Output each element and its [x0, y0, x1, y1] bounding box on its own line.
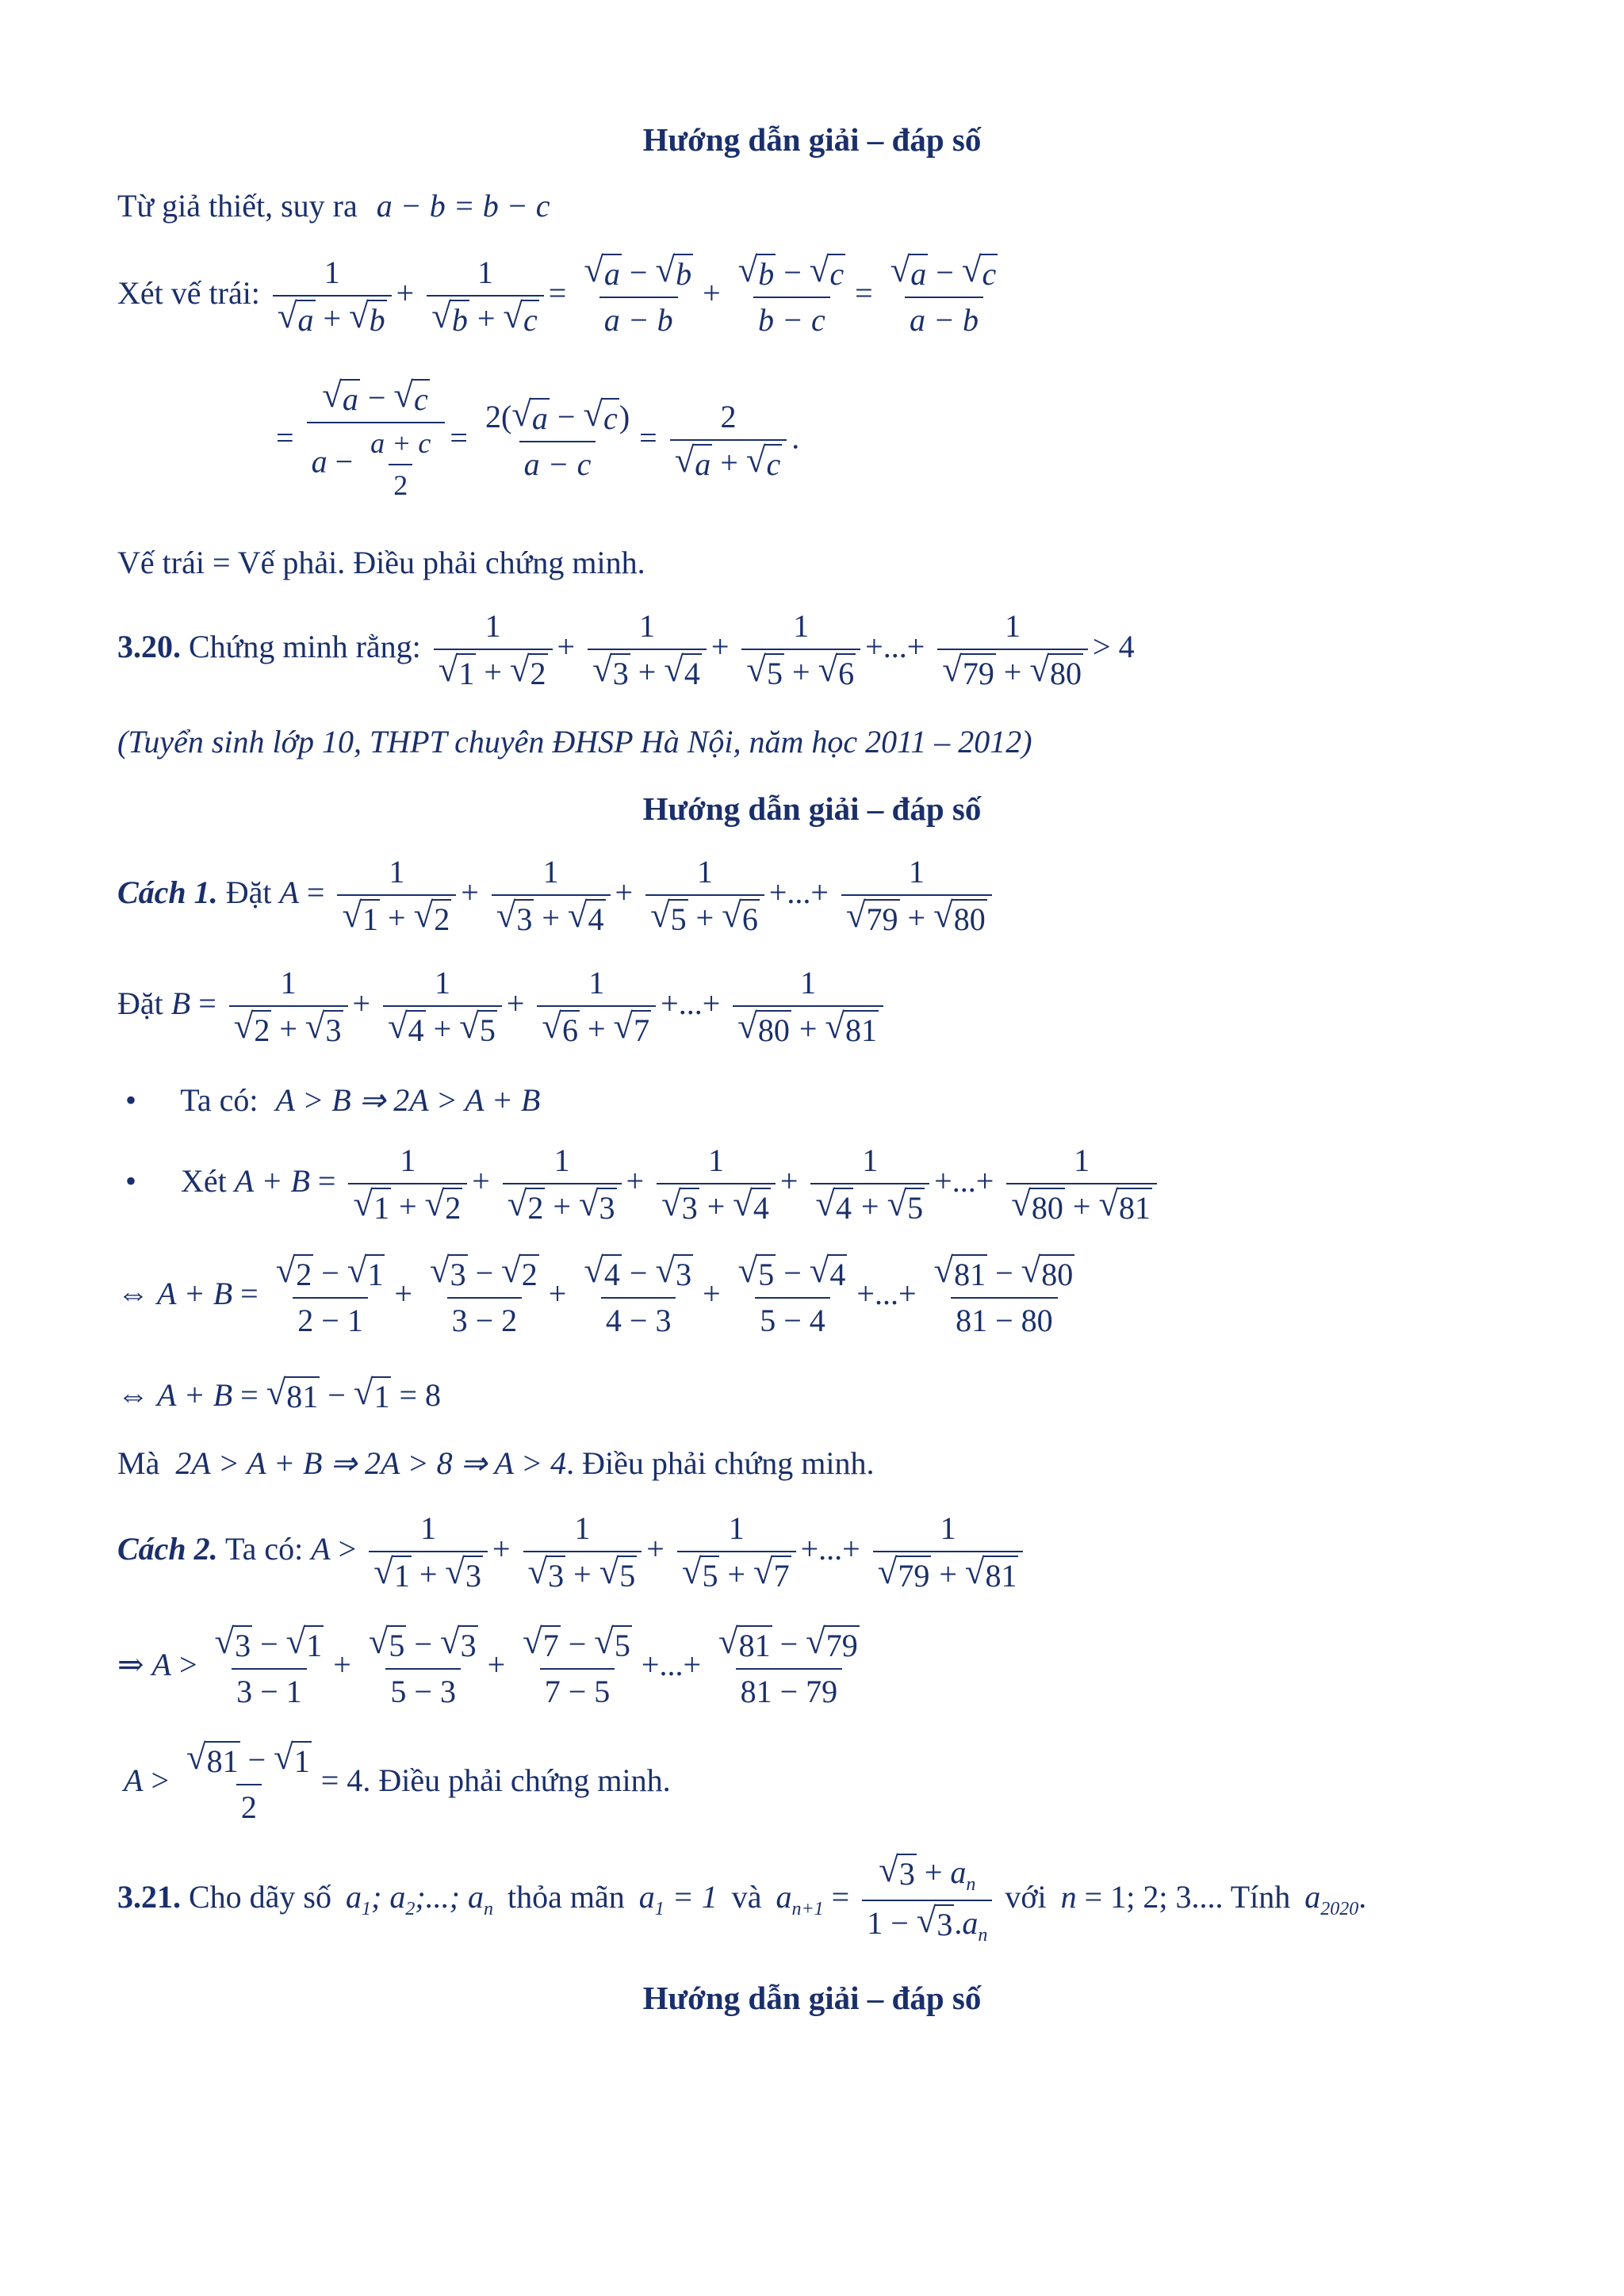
conclusion-1-text: Vế trái = Vế phải. Điều phải chứng minh.	[117, 545, 645, 580]
method-1-define-a: Cách 1. Đặt A = 1 √ 1 + √ 2 + 1 √ 3 + √ 4 + 1 √ 5 + √ 6 +...+ 1 √ 79 + √ 80	[117, 853, 1513, 939]
conclusion-method-1: Mà 2A > A + B ⇒ 2A > 8 ⇒ A > 4. Điều phải chứng minh.	[117, 1445, 875, 1481]
method-2-result: A > √ 81 − √ 1 2 = 4. Điều phải chứng minh.	[124, 1737, 671, 1825]
method-2-label: Cách 2.	[117, 1531, 218, 1567]
problem-3-21-text-1: Cho dãy số	[189, 1878, 331, 1915]
problem-source	[117, 723, 1513, 761]
premise-formula: a − b = b − c	[376, 188, 550, 224]
method-2-line-1: Cách 2. Ta có: A > 1 √ 1 + √ 3 + 1 √ 3 + √ 5 + 1 √ 5 + √ 7 +...+ 1 √ 79 + √ 81	[117, 1510, 1513, 1595]
telescoping-line-1: ⇔ A + B = √ 2 − √ 1 2 − 1 + √ 3 − √ 2 3 − 2 + √ 4 − √ 3 4 − 3 + √ 5 − √ 4 5 − 4 +...+ √ 81 − √ 80 81 − 80	[117, 1250, 1074, 1338]
lhs-label: Xét vế trái:	[117, 275, 260, 312]
section-heading	[0, 790, 1624, 828]
lhs-simplify-line: = √ a − √ c a − $\frac{a + c}{2}$ = 2( √ a − √ c ) a − c = 2 √ a + √ c .	[276, 379, 1513, 503]
method-1-text: Đặt	[225, 874, 272, 911]
bullet-ta-co: • Ta có: A > B ⇒ 2A > A + B	[117, 1082, 541, 1118]
problem-3-20-text: Chứng minh rằng:	[189, 629, 421, 665]
problem-3-21-text-5: . Tính	[1215, 1878, 1291, 1915]
method-1-label: Cách 1.	[117, 874, 218, 911]
lhs-expansion-line: Xét vế trái: 1 √ a + √ b + 1 √ b + √ c = √ a − √ b a − b + √ b − √ c b − c = √ a − √ c a − b	[117, 250, 997, 338]
section-heading-text: Hướng dẫn giải – đáp số	[642, 1980, 982, 2016]
conclusion-suffix: . Điều phải chứng minh.	[566, 1445, 875, 1481]
section-heading-text: Hướng dẫn giải – đáp số	[642, 790, 982, 827]
bullet-xet-text: Xét	[181, 1163, 227, 1200]
section-heading-text: Hướng dẫn giải – đáp số	[642, 121, 982, 158]
bullet-dot: •	[117, 1163, 137, 1200]
problem-3-20-number: 3.20.	[117, 629, 181, 665]
problem-3-21-text-3: và	[731, 1878, 762, 1915]
conclusion-1	[117, 544, 1513, 582]
bullet-ta-co-text: Ta có:	[180, 1082, 259, 1118]
conclusion-prefix: Mà	[117, 1445, 160, 1481]
problem-3-21: 3.21. Cho dãy số $a_1$; $a_2$;...; $a_n$ thỏa mãn $a_1 = 1$ và $a_{n+1}$ = √ 3 + $a_n$ 1 − √ 3 $.a_n$ với n = 1; 2; 3.... Tính $a_{2020}$.	[117, 1850, 1367, 1946]
bullet-dot: •	[117, 1082, 137, 1118]
method-2-line-2: ⇒ A > √ 3 − √ 1 3 − 1 + √ 5 − √ 3 5 − 3 + √ 7 − √ 5 7 − 5 +...+ √ 81 − √ 79 81 − 79	[117, 1621, 858, 1709]
bullet-xet: • Xét A + B = 1 √ 1 + √ 2 + 1 √ 2 + √ 3 + 1 √ 3 + √ 4 + 1 √ 4 + √ 5 +...+ 1 √ 80 + √ 81	[117, 1142, 1513, 1227]
problem-3-21-number: 3.21.	[117, 1878, 181, 1915]
method-2-suffix: . Điều phải chứng minh.	[362, 1762, 671, 1799]
problem-3-21-text-2: thỏa mãn	[507, 1878, 625, 1915]
define-b-text: Đặt	[117, 985, 163, 1022]
problem-source-text: (Tuyển sinh lớp 10, THPT chuyên ĐHSP Hà Nội, năm học 2011 – 2012)	[117, 724, 1032, 760]
problem-3-20: 3.20. Chứng minh rằng: 1 √ 1 + √ 2 + 1 √ 3 + √ 4 + 1 √ 5 + √ 6 +...+ 1 √ 79 + √ 80 > 4	[117, 608, 1135, 691]
method-1-define-b: Đặt B = 1 √ 2 + √ 3 + 1 √ 4 + √ 5 + 1 √ 6 + √ 7 +...+ 1 √ 80 + √ 81	[117, 964, 1513, 1050]
section-heading	[0, 1979, 1624, 2018]
telescoping-result: ⇔ A + B = √ 81 − √ 1 = 8	[117, 1372, 442, 1414]
section-heading	[0, 121, 1624, 159]
premise-line	[117, 187, 1513, 225]
problem-3-21-text-4: với	[1005, 1878, 1047, 1915]
method-2-text: Ta có:	[224, 1531, 304, 1567]
premise-text: Từ giả thiết, suy ra	[117, 188, 358, 224]
